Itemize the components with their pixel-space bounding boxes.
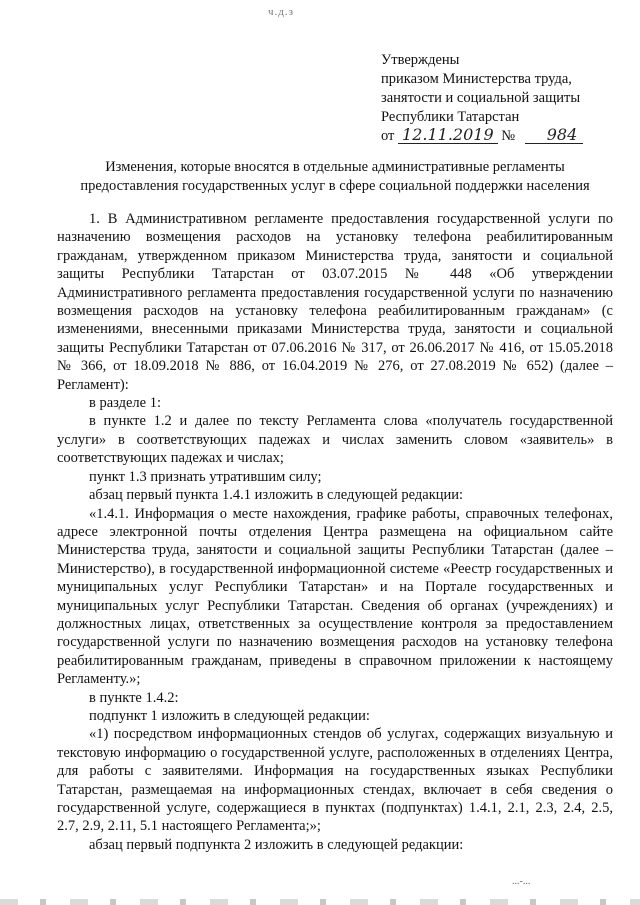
paragraph: «1.4.1. Информация о месте нахождения, графике работы, справочных телефонах, адресе электронной почты отделения Центра размещена на официальном сайте Министерства труда, занятости и социальной защиты Республики Татарстан (далее – Министерство), в государственной информационной системе «Реестр государственных и муниципальных услуг Республики Татарстан» и на Портале государственных и муниципальных услуг Республики Татарстан. Сведения об органах (учреждениях) и должностных лицах, ответственных за осуществление контроля за предоставлением государственной услуги по назначению возмещения расходов на установку телефона реабилитированным гражданам, приведены в справочном приложении к настоящему Регламенту.»;	[57, 505, 613, 688]
paragraph: подпункт 1 изложить в следующей редакции:	[89, 707, 370, 724]
paragraph: в пункте 1.2 и далее по тексту Регламента слова «получатель государственной услуги» в соответствующих падежах и числах заменить словом «заявитель» в соответствующих падежах и числах;	[57, 413, 613, 467]
paragraph: в разделе 1:	[89, 395, 162, 412]
document-body	[57, 210, 613, 854]
handwritten-mark: ч.д.з	[268, 6, 294, 18]
paragraph: абзац первый пункта 1.4.1 изложить в следующей редакции:	[89, 487, 464, 504]
handwritten-number: 984	[525, 127, 584, 144]
approval-line: занятости и социальной защиты	[381, 90, 581, 106]
paragraph: «1) посредством информационных стендов об услугах, содержащих визуальную и текстовую информацию о государственной услуге, расположенных в отделениях Центра, для работы с заявителями. Информация на государственных языках Республики Татарстан, размещаемая на информационных стендах, включает в себя сведения о государственной услуге, содержащиеся в пунктах (подпунктах) 1.4.1, 2.1, 2.3, 2.4, 2.5, 2.7, 2.9, 2.11, 5.1 настоящего Регламента;»;	[57, 726, 613, 835]
approval-date-line	[381, 127, 621, 146]
scan-mark: ...-...	[512, 876, 531, 887]
document-title: Изменения, которые вносятся в отдельные административные регламенты предоставления государственных услуг в сфере социальной поддержки населения	[80, 159, 590, 194]
paragraph: в пункте 1.4.2:	[89, 689, 179, 706]
approval-line: приказом Министерства труда,	[381, 71, 572, 87]
approval-line: Республики Татарстан	[381, 109, 520, 125]
from-label: от	[381, 128, 395, 144]
approval-block	[381, 51, 621, 146]
paragraph: абзац первый подпункта 2 изложить в следующей редакции:	[89, 836, 464, 853]
scan-edge-artifact	[0, 899, 640, 905]
paragraph: пункт 1.3 признать утратившим силу;	[89, 468, 322, 485]
approval-line: Утверждены	[381, 52, 460, 68]
number-label: №	[501, 128, 516, 144]
paragraph: 1. В Административном регламенте предоставления государственной услуги по назначению возмещения расходов на установку телефона реабилитированным гражданам, утвержденном приказом Министерства труда, занятости и социальной защиты Республики Татарстан от 03.07.2015 № 448 «Об утверждении Административного регламента предоставления государственной услуги по назначению возмещения расходов на установку телефона реабилитированным гражданам» (с изменениями, внесенными приказами Министерства труда, занятости и социальной защиты Республики Татарстан от 07.06.2016 № 317, от 26.06.2017 № 416, от 15.05.2018 № 366, от 18.09.2018 № 886, от 16.04.2019 № 276, от 27.08.2019 № 652) (далее – Регламент):	[57, 211, 613, 393]
handwritten-date: 12.11.2019	[398, 127, 498, 144]
